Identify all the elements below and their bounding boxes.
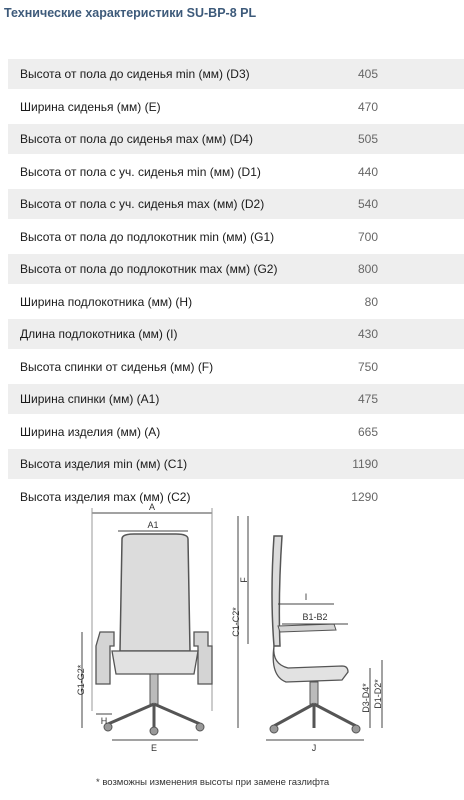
spec-row	[8, 352, 464, 382]
wheel-side-right	[352, 725, 360, 733]
spec-label: Высота изделия max (мм) (C2)	[20, 489, 191, 504]
spec-label: Высота от пола до сиденья min (мм) (D3)	[20, 67, 250, 81]
spec-label: Ширина изделия (мм) (A)	[20, 424, 161, 439]
base-front	[108, 704, 200, 728]
label-a: A	[148, 502, 156, 512]
spec-row	[8, 449, 464, 479]
armrest-side	[278, 624, 336, 632]
wheel-front-center	[150, 727, 158, 735]
label-g: G1-G2*	[76, 664, 86, 696]
spec-value: 665	[357, 424, 378, 439]
label-b: B1-B2	[302, 612, 328, 622]
spec-value: 440	[357, 164, 378, 179]
spec-value: 750	[357, 359, 378, 374]
spec-row	[8, 254, 464, 284]
spec-label: Ширина подлокотника (мм) (H)	[20, 294, 193, 309]
spec-value: 470	[357, 99, 378, 114]
spec-value: 540	[357, 197, 378, 211]
gaslift-side	[310, 682, 318, 704]
label-i: I	[304, 592, 308, 602]
spec-label: Высота изделия min (мм) (C1)	[20, 457, 188, 471]
spec-label: Высота от пола до сиденья max (мм) (D4)	[20, 132, 253, 146]
label-f: F	[239, 577, 249, 583]
armrest-left	[96, 632, 114, 684]
spec-value: 475	[357, 392, 378, 406]
spec-row	[8, 92, 464, 122]
label-a1: A1	[147, 520, 159, 530]
label-c: C1-C2*	[231, 607, 241, 637]
spec-label: Высота от пола с уч. сиденья min (мм) (D1)	[20, 164, 261, 179]
spec-value: 430	[357, 327, 378, 341]
label-j: J	[311, 743, 317, 753]
spec-value: 700	[357, 229, 378, 244]
label-e: E	[150, 743, 158, 753]
spec-label: Высота от пола до подлокотник min (мм) (G1)	[20, 229, 275, 244]
footnote: * возможны изменения высоты при замене газлифта	[96, 777, 330, 788]
chair-dimension-diagram	[52, 496, 392, 766]
backrest-front	[120, 534, 190, 651]
spec-row	[8, 59, 464, 89]
spec-row	[8, 189, 464, 219]
label-d12: D1-D2*	[373, 679, 383, 709]
spec-row	[8, 384, 464, 414]
spec-label: Высота от пола до подлокотник max (мм) (G2)	[20, 262, 278, 276]
label-d34: D3-D4*	[361, 683, 371, 713]
spec-row	[8, 417, 464, 447]
spec-label: Высота от пола с уч. сиденья max (мм) (D2)	[20, 197, 265, 211]
base-side	[274, 704, 356, 728]
spec-label: Длина подлокотника (мм) (I)	[20, 327, 178, 341]
spec-value: 80	[364, 294, 378, 309]
spec-table	[8, 59, 464, 514]
spec-row	[8, 157, 464, 187]
seat-side	[273, 646, 348, 682]
spec-row	[8, 124, 464, 154]
spec-value: 505	[357, 132, 378, 146]
spec-label: Высота спинки от сиденья (мм) (F)	[20, 359, 214, 374]
spec-row	[8, 222, 464, 252]
spec-value: 1190	[352, 457, 378, 471]
page-title: Технические характеристики SU-BP-8 PL	[4, 6, 257, 20]
spec-label: Ширина спинки (мм) (A1)	[20, 392, 160, 406]
spec-row	[8, 287, 464, 317]
spec-value: 405	[357, 67, 378, 81]
spec-label: Ширина сиденья (мм) (E)	[20, 99, 161, 114]
gaslift-front	[150, 674, 158, 704]
spec-row	[8, 319, 464, 349]
spec-value: 1290	[351, 489, 378, 504]
wheel-side-left	[270, 725, 278, 733]
spec-value: 800	[357, 262, 378, 276]
seat-front	[112, 651, 198, 674]
label-h: H	[100, 716, 108, 726]
wheel-front-right	[196, 723, 204, 731]
chair-drawing	[52, 496, 392, 766]
